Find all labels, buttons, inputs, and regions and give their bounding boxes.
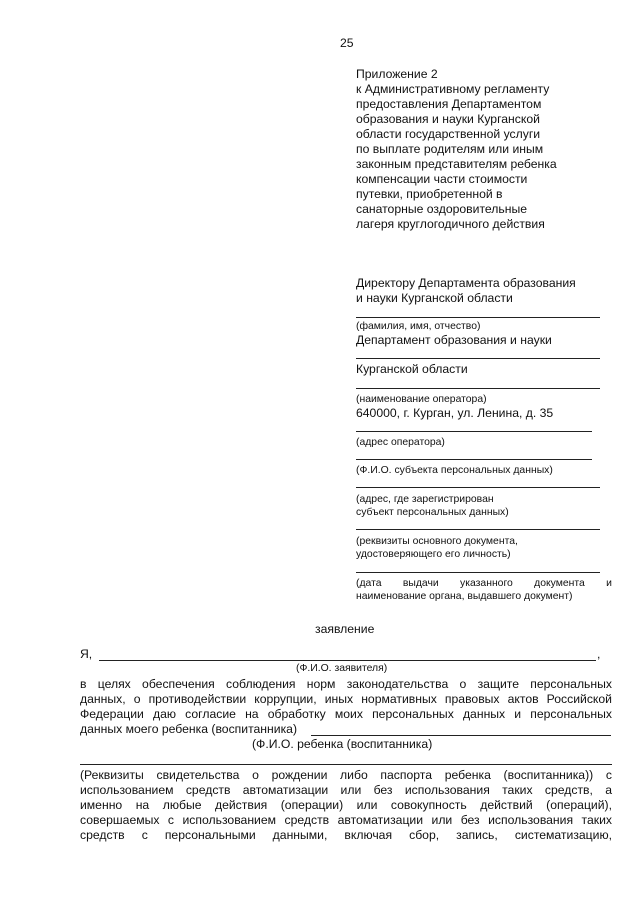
caption-address: (адрес оператора) (356, 437, 445, 448)
appendix-line: образования и науки Курганской (356, 112, 540, 126)
appendix-line: по выплате родителям или иным (356, 142, 544, 156)
appendix-line: санаторные оздоровительные (356, 202, 528, 216)
doc-line (356, 529, 600, 530)
caption-child: (Ф.И.О. ребенка (воспитанника) (252, 737, 433, 751)
issue-line (356, 572, 600, 573)
appendix-line: законным представителям ребенка (356, 157, 557, 171)
caption-fio: (фамилия, имя, отчество) (356, 321, 481, 332)
caption-issue: наименование органа, выдавшего документ) (356, 591, 573, 602)
operator-line-2 (356, 388, 600, 389)
child-docs-line (80, 764, 612, 765)
appendix-line: предоставления Департаментом (356, 97, 542, 111)
operator-name-1: Департамент образования и науки (356, 333, 552, 347)
para1-line: Федерации даю согласие на обработку моих персональных данных и персональных (80, 707, 612, 721)
appendix-line: компенсации части стоимости (356, 172, 528, 186)
director-line: и науки Курганской области (356, 291, 513, 305)
appendix-line: к Административному регламенту (356, 82, 550, 96)
applicant-line (99, 660, 596, 661)
caption-reg: (адрес, где зарегистрирован (356, 494, 494, 505)
appendix-line: Приложение 2 (356, 67, 438, 81)
caption-applicant: (Ф.И.О. заявителя) (296, 663, 388, 674)
reg-line (356, 487, 600, 488)
subject-line (356, 459, 592, 460)
para2-line: совершаемых с использованием средств автоматизации или без использования таких (80, 813, 612, 827)
para2-line: средств с персональными данными, включая сбор, запись, систематизацию, (80, 828, 612, 842)
appendix-line: лагеря круглогодичного действия (356, 217, 545, 231)
caption-reg: субъект персональных данных) (356, 507, 509, 518)
director-line: Директору Департамента образования (356, 276, 576, 290)
para2-line: именно на любые действия (операции) или совокупность действий (операций), (80, 798, 612, 812)
caption-doc: удостоверяющего его личность) (356, 549, 511, 560)
fio-line (356, 317, 600, 318)
address-line (356, 431, 592, 432)
operator-address: 640000, г. Курган, ул. Ленина, д. 35 (356, 406, 554, 420)
para1-line: в целях обеспечения соблюдения норм законодательства о защите персональных (80, 677, 612, 691)
caption-operator: (наименование оператора) (356, 394, 487, 405)
page-number: 25 (340, 36, 354, 50)
para2-line: использованием средств автоматизации или без использования таких средств, а (80, 783, 612, 797)
para1-last-line: данных моего ребенка (воспитанника) (80, 722, 298, 736)
applicant-comma: , (597, 647, 601, 661)
appendix-line: области государственной услуги (356, 127, 541, 141)
para1-line: данных, о противодействии коррупции, иных нормативных правовых актов Российской (80, 692, 612, 706)
caption-issue: (дата выдачи указанного документа и (356, 578, 612, 589)
statement-title: заявление (315, 622, 375, 636)
operator-name-2: Курганской области (356, 362, 468, 376)
caption-subject: (Ф.И.О. субъекта персональных данных) (356, 465, 553, 476)
operator-line-1 (356, 358, 600, 359)
ya-label: Я, (80, 647, 93, 661)
appendix-line: путевки, приобретенной в (356, 187, 503, 201)
caption-doc: (реквизиты основного документа, (356, 536, 518, 547)
child-line (311, 735, 611, 736)
para2-line: (Реквизиты свидетельства о рождении либо паспорта ребенка (воспитанника)) с (80, 768, 612, 782)
